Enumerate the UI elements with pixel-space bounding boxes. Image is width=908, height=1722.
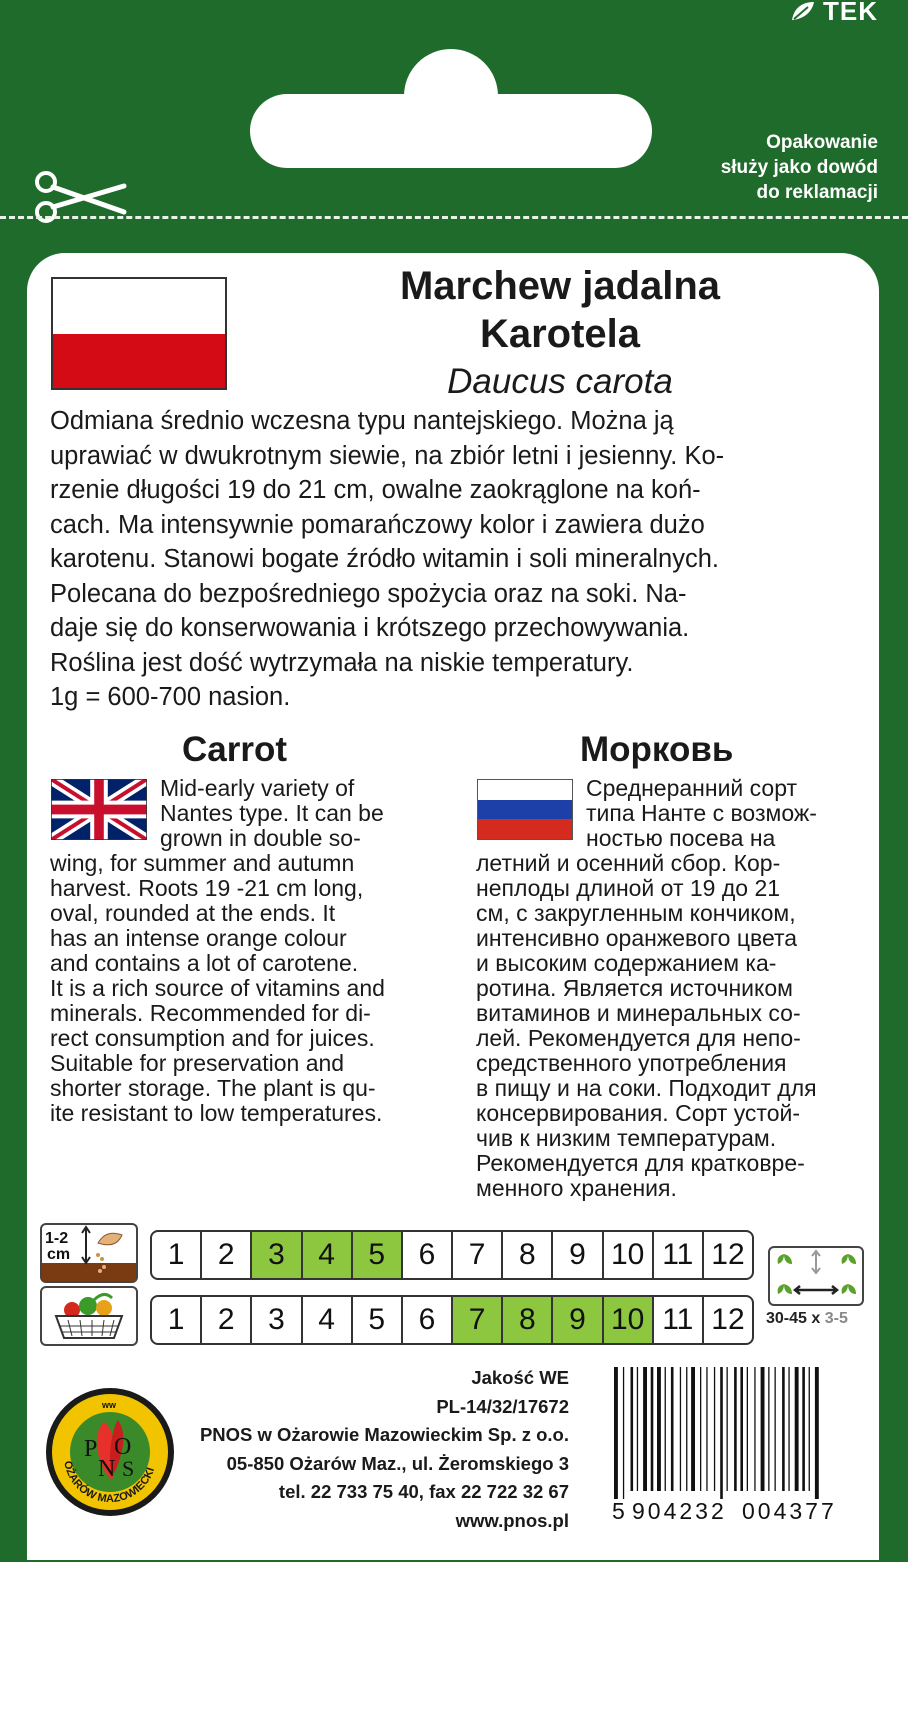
description-line: rzenie długości 19 do 21 cm, owalne zaokrąglone na koń-	[50, 476, 701, 504]
english-line: shorter storage. The plant is qu-	[50, 1075, 376, 1101]
russian-line: средственного употребления	[476, 1050, 787, 1076]
english-line: rect consumption and for juices.	[50, 1025, 375, 1051]
barcode-bar	[671, 1367, 674, 1491]
svg-text:O: O	[114, 1434, 132, 1460]
registration-code: PL-14/32/17672	[436, 1395, 569, 1417]
barcode-bar	[815, 1367, 819, 1499]
barcode-bar	[637, 1367, 638, 1491]
month-cell: 6	[403, 1232, 453, 1278]
russian-line: интенсивно оранжевого цвета	[476, 925, 798, 951]
month-cell: 7	[453, 1297, 503, 1343]
barcode-digit-left: 5	[612, 1498, 625, 1521]
barcode-bar	[714, 1367, 715, 1491]
company-name: PNOS w Ożarowie Mazowieckim Sp. z o.o.	[199, 1424, 569, 1445]
month-cell: 3	[252, 1232, 302, 1278]
month-cell: 3	[252, 1297, 302, 1343]
barcode-bar	[665, 1367, 666, 1491]
plant-spacing: 3-5	[824, 1310, 848, 1327]
month-cell: 11	[654, 1232, 704, 1278]
pnos-logo	[44, 1386, 176, 1518]
brand-name: TEK	[823, 0, 878, 26]
svg-text:N: N	[98, 1456, 116, 1482]
barcode-bar	[747, 1367, 748, 1491]
barcode-bar	[657, 1367, 661, 1491]
variety-name: Karotela	[479, 312, 641, 356]
russian-line: ностью посева на	[586, 825, 776, 851]
description-line: karotenu. Stanowi bogate źródło witamin i soli mineralnych.	[50, 545, 720, 573]
barcode-bar	[651, 1367, 654, 1491]
month-cell: 6	[403, 1297, 453, 1343]
barcode-bar	[802, 1367, 805, 1491]
poland-flag-icon	[51, 277, 227, 390]
english-line: oval, rounded at the ends. It	[50, 900, 336, 926]
barcode-bar	[700, 1367, 701, 1491]
russian-description	[476, 776, 854, 1201]
plant-spacing-label	[766, 1310, 848, 1328]
russian-line: и высоким содержанием ка-	[476, 950, 777, 976]
barcode-bar	[720, 1367, 723, 1499]
month-cell: 2	[202, 1232, 252, 1278]
svg-text:ww: ww	[102, 1400, 117, 1410]
company-address: 05-850 Ożarów Maz., ul. Żeromskiego 3	[226, 1452, 569, 1474]
english-line: grown in double so-	[160, 825, 361, 851]
barcode-digits-mid: 904232	[632, 1498, 727, 1521]
russian-heading: Морковь	[580, 730, 734, 769]
english-line: harvest. Roots 19 -21 cm long,	[50, 875, 364, 901]
barcode-bar	[809, 1367, 810, 1491]
month-cell: 1	[152, 1297, 202, 1343]
month-cell: 11	[654, 1297, 704, 1343]
latin-name: Daucus carota	[447, 362, 673, 401]
month-cell: 8	[503, 1297, 553, 1343]
barcode-bar	[727, 1367, 728, 1491]
barcode-bar	[795, 1367, 799, 1491]
barcode-bar	[623, 1367, 624, 1499]
english-heading: Carrot	[182, 730, 288, 769]
barcode-bar	[768, 1367, 769, 1491]
russian-line: витаминов и минеральных со-	[476, 1000, 801, 1026]
cut-line	[0, 216, 908, 219]
russian-line: лей. Рекомендуется для непо-	[476, 1025, 801, 1051]
month-cell: 4	[303, 1297, 353, 1343]
english-line: has an intense orange colour	[50, 925, 347, 951]
english-description	[50, 776, 430, 1126]
barcode-bar	[686, 1367, 687, 1491]
english-line: ite resistant to low temperatures.	[50, 1100, 383, 1126]
russian-line: типа Нанте с возмож-	[586, 800, 817, 826]
sowing-calendar	[150, 1230, 754, 1280]
english-line: Nantes type. It can be	[160, 800, 384, 826]
barcode	[610, 1365, 856, 1521]
barcode-bar	[754, 1367, 755, 1491]
month-cell: 2	[202, 1297, 252, 1343]
description-line: Polecana do bezpośredniego spożycia oraz na soki. Na-	[50, 579, 687, 608]
month-cell: 9	[553, 1232, 603, 1278]
polish-description	[50, 404, 853, 715]
russian-line: менного хранения.	[476, 1175, 677, 1201]
barcode-bar	[761, 1367, 765, 1491]
barcode-bar	[614, 1367, 618, 1499]
month-cell: 5	[353, 1232, 403, 1278]
month-cell: 1	[152, 1232, 202, 1278]
english-line: It is a rich source of vitamins and	[50, 975, 385, 1001]
description-line: cach. Ma intensywnie pomarańczowy kolor i zawiera dużo	[50, 510, 705, 539]
description-line: Roślina jest dość wytrzymała na niskie temperatury.	[50, 648, 634, 677]
month-cell: 12	[711, 1303, 745, 1336]
month-cell: 12	[711, 1238, 745, 1271]
russian-line: см, с закругленным кончиком,	[476, 900, 796, 926]
month-cell: 7	[453, 1232, 503, 1278]
svg-text:P: P	[84, 1436, 98, 1462]
russian-line: Среднеранний сорт	[586, 775, 798, 801]
svg-text:cm: cm	[47, 1246, 71, 1263]
harvest-basket-icon	[40, 1286, 138, 1346]
logo-ring-text: OŻARÓW MAZOWIECKI	[61, 1459, 158, 1506]
harvest-calendar	[150, 1295, 754, 1345]
description-line: Odmiana średnio wczesna typu nantejskiego. Można ją	[50, 407, 674, 435]
claim-note-line: służy jako dowód	[720, 157, 878, 178]
description-line: 1g = 600-700 nasion.	[50, 683, 291, 711]
russian-line: ротина. Является источником	[476, 975, 793, 1001]
spacing-separator: x	[806, 1310, 825, 1327]
month-cell: 10	[604, 1232, 654, 1278]
russian-line: чив к низким температурам.	[476, 1125, 777, 1151]
sowing-depth-icon	[40, 1223, 138, 1283]
russian-line: в пищу и на соки. Подходит для	[476, 1075, 817, 1101]
russian-line: Рекомендуется для кратковре-	[476, 1150, 805, 1176]
hang-hole	[250, 94, 652, 168]
company-website[interactable]: www.pnos.pl	[455, 1509, 569, 1531]
barcode-bar	[734, 1367, 737, 1491]
barcode-bar	[631, 1367, 634, 1491]
month-cell: 9	[553, 1297, 603, 1343]
month-cell: 8	[503, 1232, 553, 1278]
claim-note-line: do reklamacji	[756, 182, 878, 203]
barcode-bar	[775, 1367, 776, 1491]
company-phone: tel. 22 733 75 40, fax 22 722 32 67	[278, 1481, 569, 1502]
english-line: and contains a lot of carotene.	[50, 950, 359, 976]
title-block	[300, 262, 820, 404]
quality-class: Jakość WE	[471, 1367, 569, 1388]
month-cell: 10	[604, 1297, 654, 1343]
month-cell: 5	[353, 1297, 403, 1343]
svg-text:1-2: 1-2	[45, 1230, 69, 1247]
leaf-icon	[790, 0, 816, 22]
english-line: Suitable for preservation and	[50, 1050, 345, 1076]
barcode-bar	[706, 1367, 707, 1491]
barcode-bar	[740, 1367, 743, 1491]
svg-text:S: S	[122, 1456, 135, 1481]
barcode-bar	[643, 1367, 647, 1491]
product-title: Marchew jadalna	[399, 264, 721, 308]
english-line: wing, for summer and autumn	[50, 850, 355, 876]
claim-note	[721, 130, 878, 205]
barcode-digits-right: 004377	[742, 1498, 837, 1521]
description-line: uprawiać w dwukrotnym siewie, na zbiór letni i jesienny. Ko-	[50, 441, 725, 470]
barcode-bar	[782, 1367, 785, 1491]
barcode-bar	[788, 1367, 789, 1491]
plant-spacing-icon	[768, 1246, 864, 1306]
barcode-bar	[680, 1367, 681, 1491]
month-cell: 4	[303, 1232, 353, 1278]
description-line: daje się do konserwowania i krótszego przechowywania.	[50, 614, 690, 642]
row-spacing: 30-45	[766, 1310, 807, 1327]
claim-note-line: Opakowanie	[766, 132, 878, 153]
english-line: Mid-early variety of	[160, 775, 355, 801]
russian-line: консервирования. Сорт устой-	[476, 1100, 801, 1126]
company-info	[200, 1364, 569, 1535]
english-line: minerals. Recommended for di-	[50, 1000, 371, 1026]
russian-line: неплоды длиной от 19 до 21	[476, 875, 781, 901]
russian-line: летний и осенний сбор. Кор-	[476, 850, 781, 876]
barcode-bar	[691, 1367, 695, 1491]
